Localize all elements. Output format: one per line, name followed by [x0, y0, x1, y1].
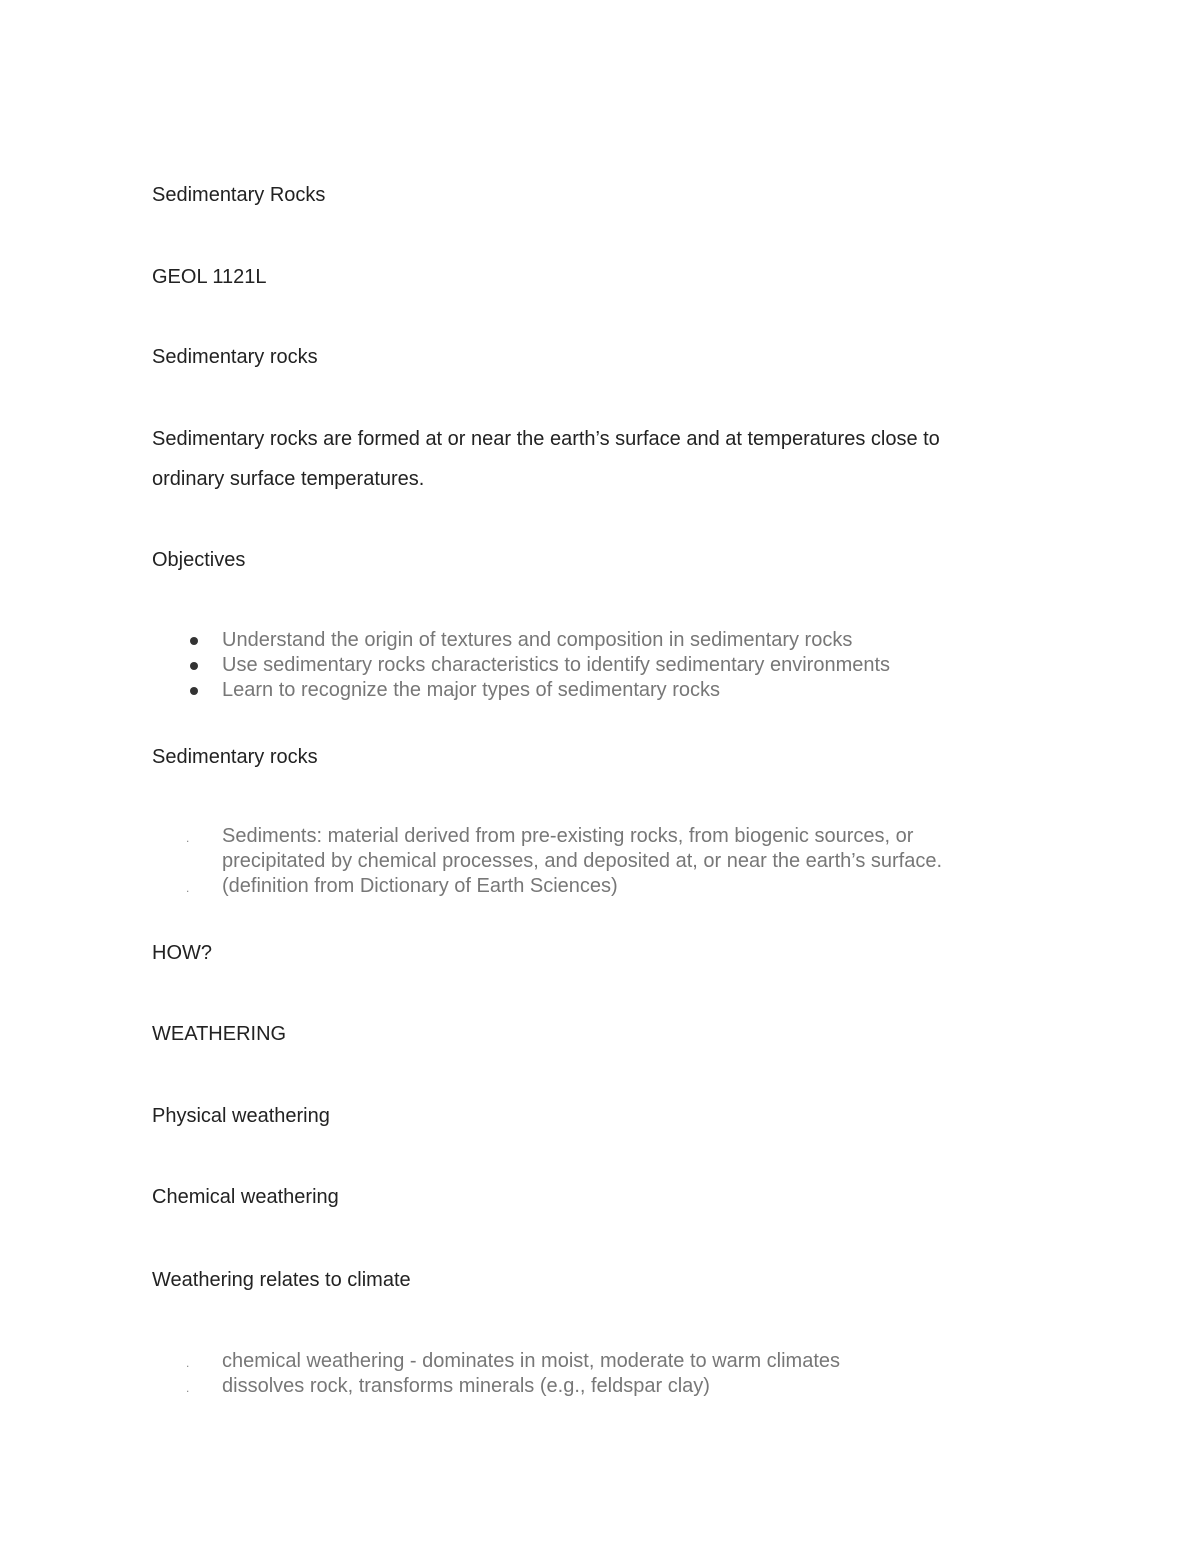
bullet-icon: .	[186, 1356, 190, 1370]
weathering-heading: WEATHERING	[152, 1023, 287, 1045]
list-item	[186, 1374, 1042, 1399]
bullet-icon: .	[186, 831, 190, 845]
bullet-icon	[190, 637, 198, 645]
objectives-heading: Objectives	[152, 549, 246, 571]
list-item	[186, 874, 1042, 899]
course-code: GEOL 1121L	[152, 266, 267, 288]
list-item	[222, 628, 1042, 653]
document-title: Sedimentary Rocks	[152, 184, 326, 206]
sediments-text-line-1: Sediments: material derived from pre-existing rocks, from biogenic sources, or	[222, 825, 914, 847]
objectives-list	[222, 628, 1042, 703]
list-item	[186, 1349, 1042, 1374]
objective-text: Understand the origin of textures and composition in sedimentary rocks	[222, 629, 853, 651]
how-heading: HOW?	[152, 942, 212, 964]
chemical-weathering-heading: Chemical weathering	[152, 1186, 339, 1208]
objective-text: Learn to recognize the major types of sedimentary rocks	[222, 679, 721, 701]
bullet-icon: .	[186, 881, 190, 895]
intro-line-2: ordinary surface temperatures.	[152, 468, 425, 490]
climate-heading: Weathering relates to climate	[152, 1269, 411, 1291]
objective-text: Use sedimentary rocks characteristics to identify sedimentary environments	[222, 654, 891, 676]
section-heading-sedimentary-rocks: Sedimentary rocks	[152, 346, 318, 368]
climate-text-line-1: chemical weathering - dominates in moist, moderate to warm climates	[222, 1350, 841, 1372]
bullet-icon	[190, 687, 198, 695]
sediments-source-line: (definition from Dictionary of Earth Sciences)	[222, 875, 618, 897]
list-item	[222, 678, 1042, 703]
climate-text-line-2: dissolves rock, transforms minerals (e.g., feldspar clay)	[222, 1375, 710, 1397]
list-item	[222, 653, 1042, 678]
physical-weathering-heading: Physical weathering	[152, 1105, 330, 1127]
bullet-icon: .	[186, 1381, 190, 1395]
intro-paragraph	[152, 419, 1032, 499]
climate-list	[186, 1349, 1042, 1399]
section-heading-sedimentary-rocks-2: Sedimentary rocks	[152, 746, 318, 768]
sediments-list	[186, 824, 1042, 899]
list-item	[186, 824, 1042, 874]
bullet-icon	[190, 662, 198, 670]
intro-line-1: Sedimentary rocks are formed at or near the earth’s surface and at temperatures close to	[152, 428, 940, 450]
sediments-text-line-2: precipitated by chemical processes, and deposited at, or near the earth’s surface.	[222, 850, 943, 872]
